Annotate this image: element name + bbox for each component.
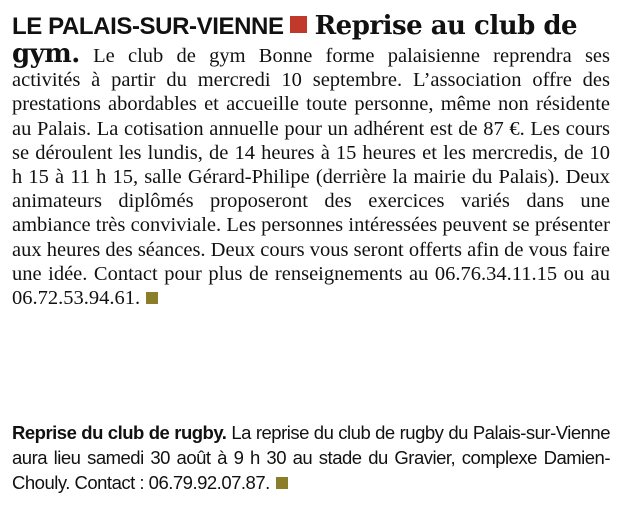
article-body-text: Le club de gym Bonne forme palaisienne reprendra ses activités à partir du mercredi 10 septembre. L’association offre des prestations abordables et accueille toute personne, même non résidente au Palais. La cotisation annuelle pour un adhérent est de 87 €. Les cours se déroulent les lundis, de 14 heures à 15 heures et les mercredis, de 10 h 15 à 11 h 15, salle Gérard-Philipe (derrière la mairie du Palais). Deux animateurs diplômés proposeront des exercices variés dans une ambiance très conviviale. Les personnes intéressées peuvent se présenter aux heures des séances. Deux cours vous seront offerts afin de vous faire une idée. Contact pour plus de renseignements au 06.76.34.11.15 ou au 06.72.53.94.61.: [12, 45, 610, 310]
end-square-icon: [276, 477, 288, 489]
separator-square-icon: [290, 16, 307, 33]
article-title-part2: gym.: [12, 39, 80, 69]
article-title-part1: Reprise au club de: [314, 11, 578, 41]
brief-rugby: [12, 420, 610, 495]
headline: [12, 10, 610, 42]
brief-title: Reprise du club de rugby.: [12, 422, 227, 443]
article-gym: [12, 10, 610, 310]
brief-body: La reprise du club de rugby du Palais-sur-Vienne aura lieu samedi 30 août à 9 h 30 au stade du Gravier, complexe Damien-Chouly. Contact : 06.79.92.07.87.: [12, 422, 611, 493]
place-name: LE PALAIS-SUR-VIENNE: [12, 13, 284, 40]
article-body: [12, 39, 610, 310]
end-square-icon: [146, 292, 158, 304]
